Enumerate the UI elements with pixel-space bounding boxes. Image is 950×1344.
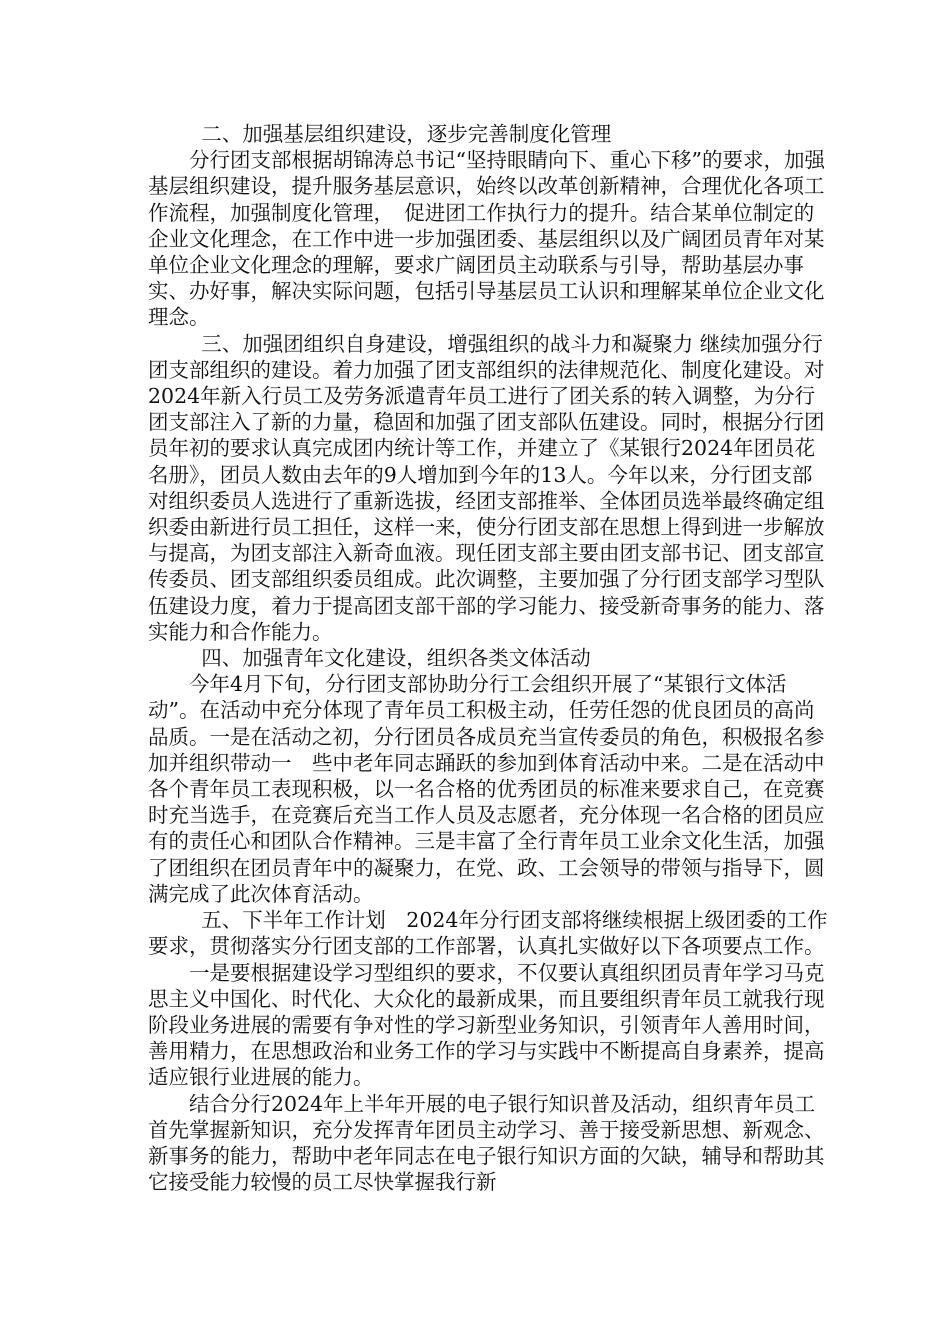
section-heading-5: 五、下半年工作计划 2024年分行团支部将继续根据上级团委的工作要求，贯彻落实分行团支部的工作部署，认真扎实做好以下各项要点工作。 bbox=[148, 908, 828, 959]
paragraph: 一是要根据建设学习型组织的要求，不仅要认真组织团员青年学习马克思主义中国化、时代化、大众化的最新成果，而且要组织青年员工就我行现阶段业务进展的需要有争对性的学习新型业务知识，引领青年人善用时间，善用精力，在思想政治和业务工作的学习与实践中不断提高自身素养，提高适应银行业进展的能力。 bbox=[148, 960, 825, 1090]
paragraph: 今年4月下旬，分行团支部协助分行工会组织开展了“某银行文体活动”。在活动中充分体现了青年员工积极主动，任劳任怨的优良团员的高尚品质。一是在活动之初，分行团员各成员充当宣传委员的角色，积极报名参加并组织带动一 些中老年同志踊跃的参加到体育活动中来。二是在活动中各个青年员工表现积极，以一名合格的优秀团员的标准来要求自己，在竞赛时充当选手，在竞赛后充当工作人员及志愿者，充分体现一名合格的团员应有的责任心和团队合作精神。三是丰富了全行青年员工业余文化生活，加强了团组织在团员青年中的凝聚力，在党、政、工会领导的带领与指导下，圆满完成了此次体育活动。 bbox=[148, 672, 825, 906]
section-heading-2: 二、加强基层组织建设，逐步完善制度化管理 bbox=[201, 122, 612, 146]
document-body bbox=[148, 121, 828, 1195]
paragraph: 结合分行2024年上半年开展的电子银行知识普及活动，组织青年员工首先掌握新知识，充分发挥青年团员主动学习、善于接受新思想、新观念、新事务的能力，帮助中老年同志在电子银行知识方面的欠缺，辅导和帮助其它接受能力较慢的员工尽快掌握我行新 bbox=[148, 1091, 825, 1195]
section-heading-3: 三、加强团组织自身建设，增强组织的战斗力和凝聚力 继续加强分行团支部组织的建设。着力加强了团支部组织的法律规范化、制度化建设。对2024年新入行员工及劳务派遣青年员工进行了团关系的转入调整，为分行团支部注入了新的力量，稳固和加强了团支部队伍建设。同时，根据分行团员年初的要求认真完成团内统计等工作，并建立了《某银行2024年团员花名册》，团员人数由去年的9人增加到今年的13人。今年以来，分行团支部对组织委员人选进行了重新选拔，经团支部推举、全体团员选举最终确定组织委由新进行员工担任，这样一来，使分行团支部在思想上得到进一步解放与提高，为团支部注入新奇血液。现任团支部主要由团支部书记、团支部宣传委员、团支部组织委员组成。此次调整，主要加强了分行团支部学习型队伍建设力度，着力于提高团支部干部的学习能力、接受新奇事务的能力、落实能力和合作能力。 bbox=[148, 331, 825, 644]
paragraph: 分行团支部根据胡锦涛总书记“坚持眼睛向下、重心下移”的要求，加强基层组织建设，提升服务基层意识，始终以改革创新精神，合理优化各项工作流程，加强制度化管理， 促进团工作执行力的提升。结合某单位制定的企业文化理念，在工作中进一步加强团委、基层组织以及广阔团员青年对某单位企业文化理念的理解，要求广阔团员主动联系与引导，帮助基层办事实、办好事，解决实际问题，包括引导基层员工认识和理解某单位企业文化理念。 bbox=[148, 148, 825, 330]
section-heading-4: 四、加强青年文化建设，组织各类文体活动 bbox=[201, 646, 591, 671]
